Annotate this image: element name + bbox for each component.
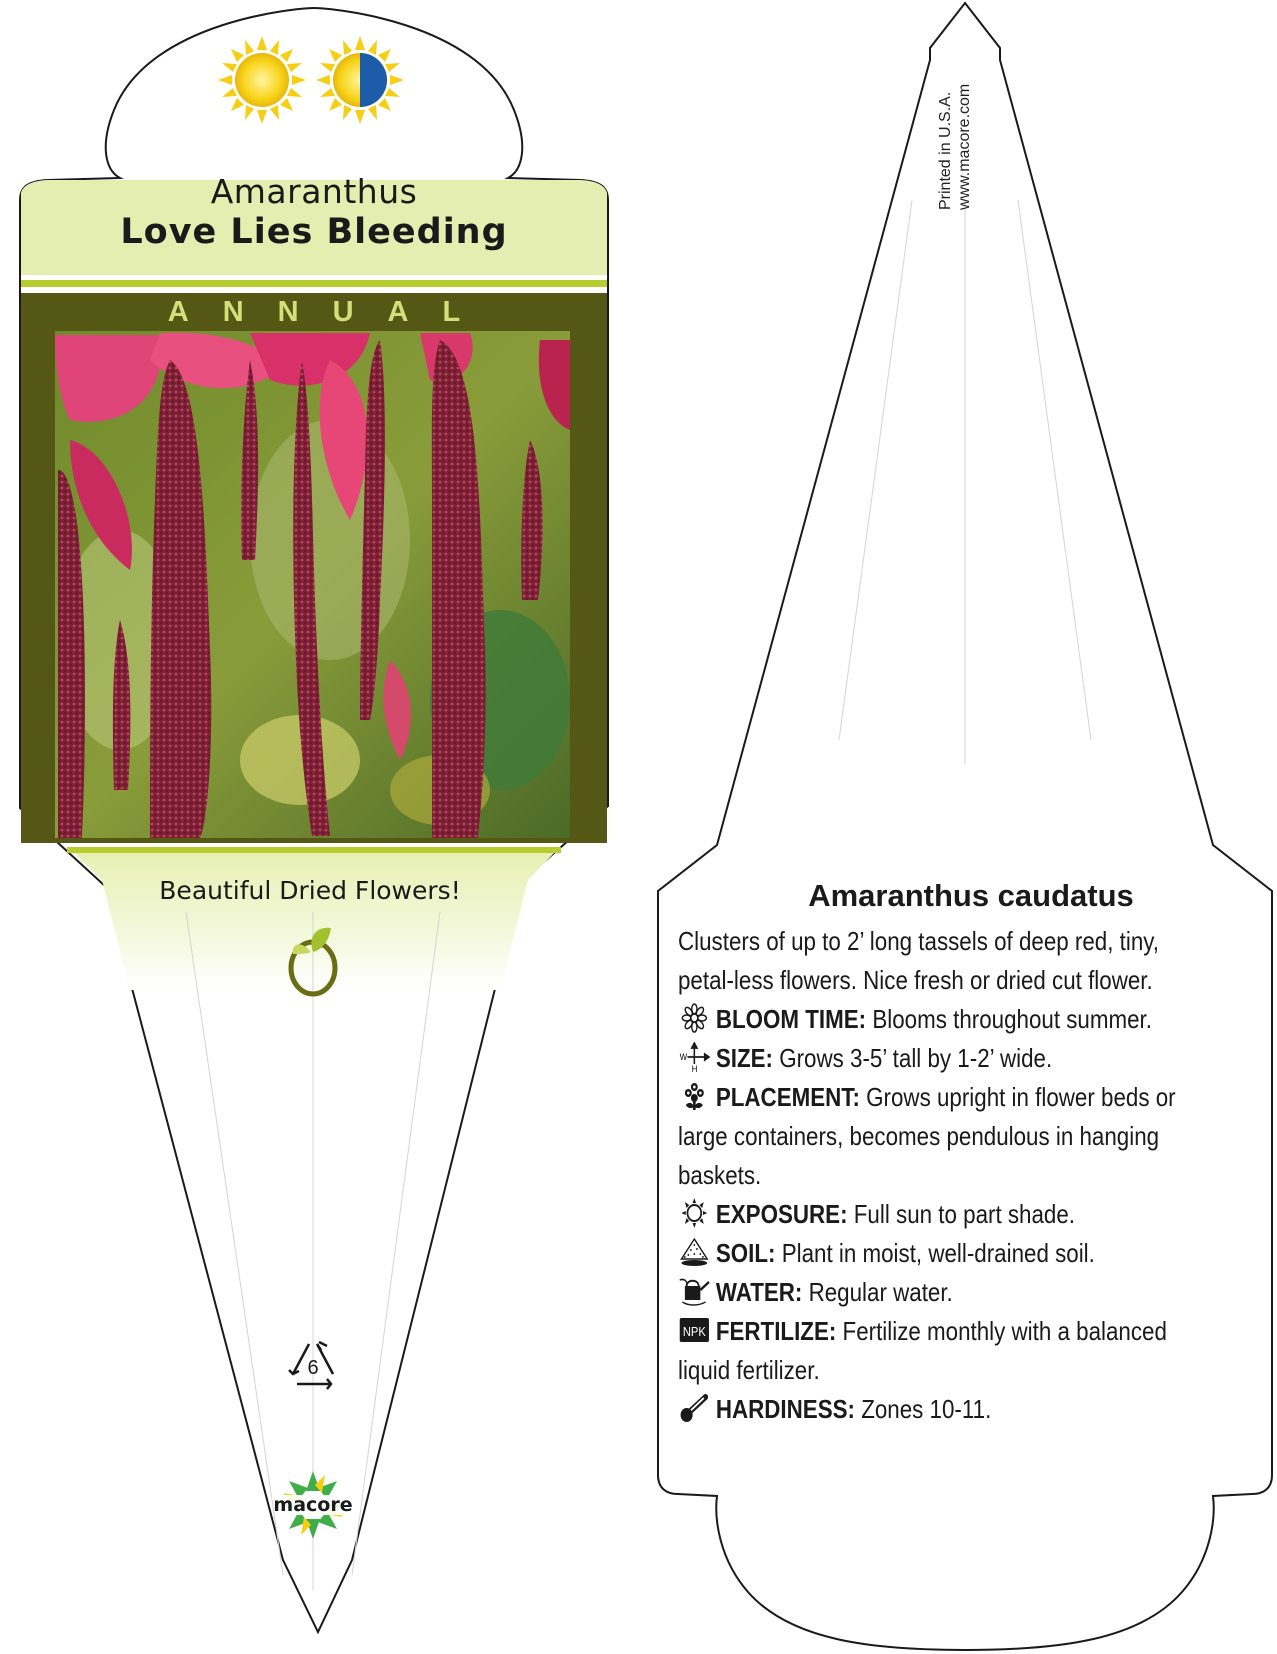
attribute-text: Grows upright in flower beds or large containers, becomes pendulous in hanging baskets.: [678, 1082, 1176, 1190]
attribute-label: BLOOM TIME:: [715, 1004, 867, 1034]
website-label: www.macore.com: [956, 83, 973, 210]
svg-text:W: W: [679, 1051, 688, 1063]
thermometer-icon: [678, 1393, 711, 1423]
care-text: [678, 922, 1211, 1429]
common-name: Amaranthus: [210, 172, 418, 211]
attribute-label: SOIL:: [715, 1238, 776, 1268]
category-label: ANNUAL: [167, 296, 495, 328]
attribute-row: [678, 1078, 1211, 1195]
care-info: [678, 878, 1208, 1429]
print-info: [936, 84, 974, 210]
attribute-text: Plant in moist, well-drained soil.: [775, 1238, 1095, 1268]
botanical-name: Amaranthus caudatus: [808, 878, 1134, 913]
flower-icon: [678, 1003, 711, 1033]
attribute-text: Grows 3-5’ tall by 1-2’ wide.: [772, 1043, 1053, 1073]
attribute-row: [678, 1234, 1211, 1273]
variety-name: Love Lies Bleeding: [120, 212, 508, 252]
attribute-row: [678, 1390, 1211, 1429]
description: Clusters of up to 2’ long tassels of deep red, tiny, petal-less flowers. Nice fresh or dried cut flower.: [678, 926, 1160, 995]
svg-text:H: H: [691, 1063, 698, 1072]
plant-photo: [55, 331, 570, 838]
attribute-text: Fertilize monthly with a balanced liquid fertilizer.: [678, 1316, 1167, 1385]
attribute-list: [678, 1000, 1211, 1429]
tagline: Beautiful Dried Flowers!: [159, 876, 461, 905]
attribute-row: [678, 1273, 1211, 1312]
attribute-text: Zones 10-11.: [854, 1394, 992, 1424]
tagline-bar: [67, 847, 561, 853]
attribute-row: [678, 1195, 1211, 1234]
attribute-text: Blooms throughout summer.: [866, 1004, 1152, 1034]
attribute-text: Regular water.: [802, 1277, 953, 1307]
soil-icon: [678, 1237, 711, 1267]
title-underline: [21, 280, 607, 287]
attribute-row: [678, 1039, 1211, 1078]
svg-text:NPK: NPK: [682, 1324, 706, 1340]
attribute-text: Full sun to part shade.: [847, 1199, 1076, 1229]
recycle-code: 6: [307, 1357, 319, 1379]
part-shade-icon: [316, 36, 404, 124]
attribute-label: SIZE:: [715, 1043, 773, 1073]
attribute-row: [678, 1000, 1211, 1039]
size-arrows-icon: [678, 1042, 711, 1072]
full-sun-icon: [218, 36, 306, 124]
tagline-panel: [72, 851, 556, 990]
attribute-label: HARDINESS:: [715, 1394, 855, 1424]
placement-icon: [678, 1081, 711, 1111]
attribute-label: FERTILIZE:: [715, 1316, 837, 1346]
npk-icon: [678, 1315, 711, 1345]
watering-can-icon: [678, 1276, 711, 1306]
attribute-row: [678, 1312, 1211, 1390]
macore-wordmark: macore: [273, 1494, 353, 1516]
printed-in-label: Printed in U.S.A.: [937, 91, 954, 210]
attribute-label: WATER:: [715, 1277, 803, 1307]
attribute-label: PLACEMENT:: [715, 1082, 860, 1112]
sun-icon: [678, 1198, 711, 1228]
attribute-label: EXPOSURE:: [715, 1199, 848, 1229]
